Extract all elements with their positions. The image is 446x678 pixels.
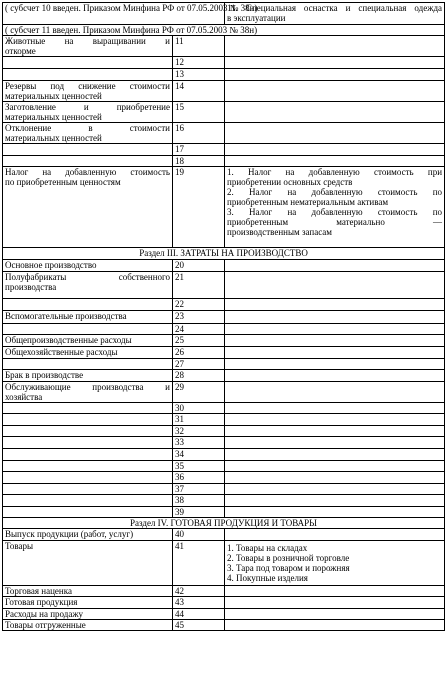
account-code: 43 <box>175 597 184 607</box>
text-line: 3. Тара под товаром и порожняя <box>227 563 350 573</box>
account-name <box>3 437 173 449</box>
account-code: 15 <box>175 102 184 112</box>
account-number <box>173 272 225 299</box>
account-number <box>173 69 225 81</box>
account-code: 36 <box>175 472 184 482</box>
text-line: Брак в производстве <box>5 370 84 380</box>
text-line: хозяйства <box>5 392 43 402</box>
account-code: 37 <box>175 484 184 494</box>
subaccount-cell <box>225 484 445 495</box>
account-code: 30 <box>175 403 184 413</box>
account-name <box>3 335 173 347</box>
subaccount-cell <box>225 3 445 25</box>
account-name <box>3 311 173 324</box>
account-name <box>3 426 173 437</box>
text-line: Готовая продукция <box>5 597 78 607</box>
table-row <box>3 507 445 518</box>
table-row <box>3 609 445 620</box>
account-code: 44 <box>175 609 184 619</box>
account-code: 33 <box>175 437 184 447</box>
text-line: материальных ценностей <box>5 91 102 101</box>
text-line: 3. Налог на добавленную стоимость по <box>227 207 443 217</box>
table-row <box>3 495 445 507</box>
account-name <box>3 359 173 370</box>
subaccount-cell <box>225 156 445 167</box>
text-line: 1. Товары на складах <box>227 543 308 553</box>
subaccount-note <box>3 25 445 36</box>
account-name <box>3 167 173 248</box>
table-row <box>3 311 445 324</box>
subaccount-cell <box>225 123 445 144</box>
subaccount-cell <box>225 359 445 370</box>
note-text: ( субсчет 11 введен. Приказом Минфина РФ от 07.05.2003 № 38н) <box>5 25 258 35</box>
account-name <box>3 299 173 311</box>
account-code: 20 <box>175 260 184 270</box>
account-name <box>3 472 173 484</box>
note-text: ( субсчет 10 введен. Приказом Минфина РФ от 07.05.2003 № 38н) <box>5 3 258 13</box>
account-code: 41 <box>175 541 184 551</box>
table-row <box>3 299 445 311</box>
account-code: 45 <box>175 620 184 630</box>
account-code: 13 <box>175 69 184 79</box>
account-name <box>3 403 173 414</box>
text-line: Общепроизводственные расходы <box>5 335 132 345</box>
text-line: производства <box>5 282 57 292</box>
subaccount-cell <box>225 102 445 123</box>
account-number <box>173 426 225 437</box>
text-line: Животные на выращивании и <box>5 36 170 46</box>
account-name <box>3 382 173 403</box>
account-number <box>173 260 225 272</box>
section-heading: Раздел III. ЗАТРАТЫ НА ПРОИЗВОДСТВО <box>139 248 308 258</box>
subaccount-cell <box>225 461 445 472</box>
account-number <box>173 472 225 484</box>
table-body <box>3 3 445 631</box>
account-name <box>3 102 173 123</box>
table-row <box>3 449 445 461</box>
account-name <box>3 449 173 461</box>
table-row <box>3 403 445 414</box>
account-name <box>3 156 173 167</box>
text-line: по приобретенным ценностям <box>5 177 121 187</box>
account-name <box>3 541 173 586</box>
text-line: Торговая наценка <box>5 586 72 596</box>
account-code: 40 <box>175 529 184 539</box>
table-row <box>3 167 445 248</box>
subaccount-cell <box>225 36 445 57</box>
account-number <box>173 541 225 586</box>
subaccount-cell <box>225 586 445 597</box>
account-code: 16 <box>175 123 184 133</box>
account-code: 11 <box>175 36 184 46</box>
account-number <box>173 156 225 167</box>
subaccount-cell <box>225 449 445 461</box>
account-number <box>173 144 225 156</box>
table-row <box>3 370 445 382</box>
subaccount-cell <box>225 272 445 299</box>
text-line: откорме <box>5 46 36 56</box>
section-heading: Раздел IV. ГОТОВАЯ ПРОДУКЦИЯ И ТОВАРЫ <box>129 518 318 528</box>
account-number <box>173 299 225 311</box>
text-line: приобретенным нематериальным активам <box>227 197 389 207</box>
account-number <box>173 461 225 472</box>
account-number <box>173 495 225 507</box>
text-line: 11. Специальная оснастка и специальная одежда <box>227 3 443 13</box>
subaccount-cell <box>225 311 445 324</box>
account-number <box>173 620 225 631</box>
account-code: 28 <box>175 370 184 380</box>
table-row <box>3 69 445 81</box>
text-line: 1. Налог на добавленную стоимость при <box>227 167 443 177</box>
account-code: 32 <box>175 426 184 436</box>
table-row <box>3 36 445 57</box>
account-number <box>173 437 225 449</box>
account-code: 29 <box>175 382 184 392</box>
account-name <box>3 36 173 57</box>
account-code: 35 <box>175 461 184 471</box>
account-name <box>3 123 173 144</box>
chart-of-accounts-table <box>2 2 445 631</box>
account-code: 38 <box>175 495 184 505</box>
text-line: производственным запасам <box>227 227 332 237</box>
text-line: Полуфабрикаты собственного <box>5 272 170 282</box>
account-number <box>173 586 225 597</box>
account-code: 26 <box>175 347 184 357</box>
account-number <box>173 484 225 495</box>
text-line: 2. Товары в розничной торговле <box>227 553 350 563</box>
account-number <box>173 311 225 324</box>
subaccount-cell <box>225 472 445 484</box>
table-row <box>3 472 445 484</box>
section-row <box>3 518 445 529</box>
account-number <box>173 370 225 382</box>
text-line: материальных ценностей <box>5 112 102 122</box>
table-row <box>3 437 445 449</box>
account-number <box>173 609 225 620</box>
account-name <box>3 81 173 102</box>
text-line: 2. Налог на добавленную стоимость по <box>227 187 443 197</box>
table-row <box>3 347 445 359</box>
text-line: Общехозяйственные расходы <box>5 347 118 357</box>
account-number <box>173 167 225 248</box>
account-number <box>173 403 225 414</box>
subaccount-cell <box>225 507 445 518</box>
table-row <box>3 541 445 586</box>
account-name <box>3 620 173 631</box>
account-name <box>3 484 173 495</box>
account-code: 25 <box>175 335 184 345</box>
subaccount-cell <box>225 382 445 403</box>
text-line: Обслуживающие производства и <box>5 382 170 392</box>
text-line: Товары отгруженные <box>5 620 86 630</box>
subaccount-cell <box>225 609 445 620</box>
table-row <box>3 359 445 370</box>
section-title <box>3 518 445 529</box>
account-code: 18 <box>175 156 184 166</box>
subaccount-cell <box>225 495 445 507</box>
subaccount-cell <box>225 299 445 311</box>
table-row <box>3 57 445 69</box>
subaccount-cell <box>225 620 445 631</box>
subaccount-cell <box>225 260 445 272</box>
account-name <box>3 461 173 472</box>
subaccount-cell <box>225 529 445 541</box>
table-row <box>3 597 445 609</box>
account-code: 19 <box>175 167 184 177</box>
account-name <box>3 370 173 382</box>
account-name <box>3 69 173 81</box>
subaccount-cell <box>225 541 445 586</box>
subaccount-cell <box>225 414 445 426</box>
account-code: 21 <box>175 272 184 282</box>
account-number <box>173 36 225 57</box>
table-row <box>3 324 445 335</box>
subaccount-cell <box>225 437 445 449</box>
account-code: 12 <box>175 57 184 67</box>
table-row <box>3 484 445 495</box>
table-row <box>3 81 445 102</box>
subaccount-cell <box>225 167 445 248</box>
text-line: Товары <box>5 541 33 551</box>
account-name <box>3 529 173 541</box>
note-row <box>3 3 445 25</box>
table-row <box>3 144 445 156</box>
subaccount-cell <box>225 597 445 609</box>
account-code: 27 <box>175 359 184 369</box>
section-title <box>3 248 445 260</box>
account-name <box>3 260 173 272</box>
text-line: Налог на добавленную стоимость <box>5 167 170 177</box>
text-line: Резервы под снижение стоимости <box>5 81 170 91</box>
account-code: 42 <box>175 586 184 596</box>
account-name <box>3 507 173 518</box>
account-number <box>173 449 225 461</box>
table-row <box>3 102 445 123</box>
subaccount-cell <box>225 370 445 382</box>
table-row <box>3 426 445 437</box>
subaccount-cell <box>225 81 445 102</box>
account-name <box>3 324 173 335</box>
table-row <box>3 156 445 167</box>
account-number <box>173 359 225 370</box>
account-number <box>173 335 225 347</box>
account-name <box>3 609 173 620</box>
text-line: Расходы на продажу <box>5 609 84 619</box>
table-row <box>3 586 445 597</box>
account-code: 22 <box>175 299 184 309</box>
text-line: 4. Покупные изделия <box>227 573 308 583</box>
account-number <box>173 382 225 403</box>
text-line: Отклонение в стоимости <box>5 123 170 133</box>
account-code: 14 <box>175 81 184 91</box>
table-row <box>3 382 445 403</box>
account-name <box>3 495 173 507</box>
account-code: 39 <box>175 507 184 517</box>
text-line: в эксплуатации <box>227 13 286 23</box>
table-row <box>3 335 445 347</box>
account-name <box>3 597 173 609</box>
account-number <box>173 529 225 541</box>
text-line: Заготовление и приобретение <box>5 102 170 112</box>
account-number <box>173 81 225 102</box>
subaccount-cell <box>225 347 445 359</box>
subaccount-cell <box>225 57 445 69</box>
text-line: приобретенным материально — <box>227 217 443 227</box>
account-name <box>3 347 173 359</box>
table-row <box>3 620 445 631</box>
text-line: Основное производство <box>5 260 97 270</box>
subaccount-cell <box>225 335 445 347</box>
table-row <box>3 529 445 541</box>
account-number <box>173 347 225 359</box>
subaccount-cell <box>225 144 445 156</box>
account-number <box>173 123 225 144</box>
subaccount-cell <box>225 403 445 414</box>
account-name <box>3 272 173 299</box>
table-row <box>3 414 445 426</box>
account-code: 34 <box>175 449 184 459</box>
account-number <box>173 102 225 123</box>
account-number <box>173 507 225 518</box>
subaccount-cell <box>225 426 445 437</box>
account-name <box>3 57 173 69</box>
account-code: 24 <box>175 324 184 334</box>
account-number <box>173 597 225 609</box>
account-code: 17 <box>175 144 184 154</box>
text-line: Выпуск продукции (работ, услуг) <box>5 529 134 539</box>
text-line: материальных ценностей <box>5 133 102 143</box>
account-number <box>173 414 225 426</box>
account-number <box>173 324 225 335</box>
table-row <box>3 272 445 299</box>
table-row <box>3 260 445 272</box>
account-number <box>173 57 225 69</box>
account-name <box>3 414 173 426</box>
table-row <box>3 461 445 472</box>
table-row <box>3 123 445 144</box>
account-code: 23 <box>175 311 184 321</box>
subaccount-cell <box>225 69 445 81</box>
note-row <box>3 25 445 36</box>
text-line: приобретении основных средств <box>227 177 353 187</box>
subaccount-cell <box>225 324 445 335</box>
section-row <box>3 248 445 260</box>
account-name <box>3 144 173 156</box>
account-code: 31 <box>175 414 184 424</box>
text-line: Вспомогательные производства <box>5 311 127 321</box>
account-name <box>3 586 173 597</box>
